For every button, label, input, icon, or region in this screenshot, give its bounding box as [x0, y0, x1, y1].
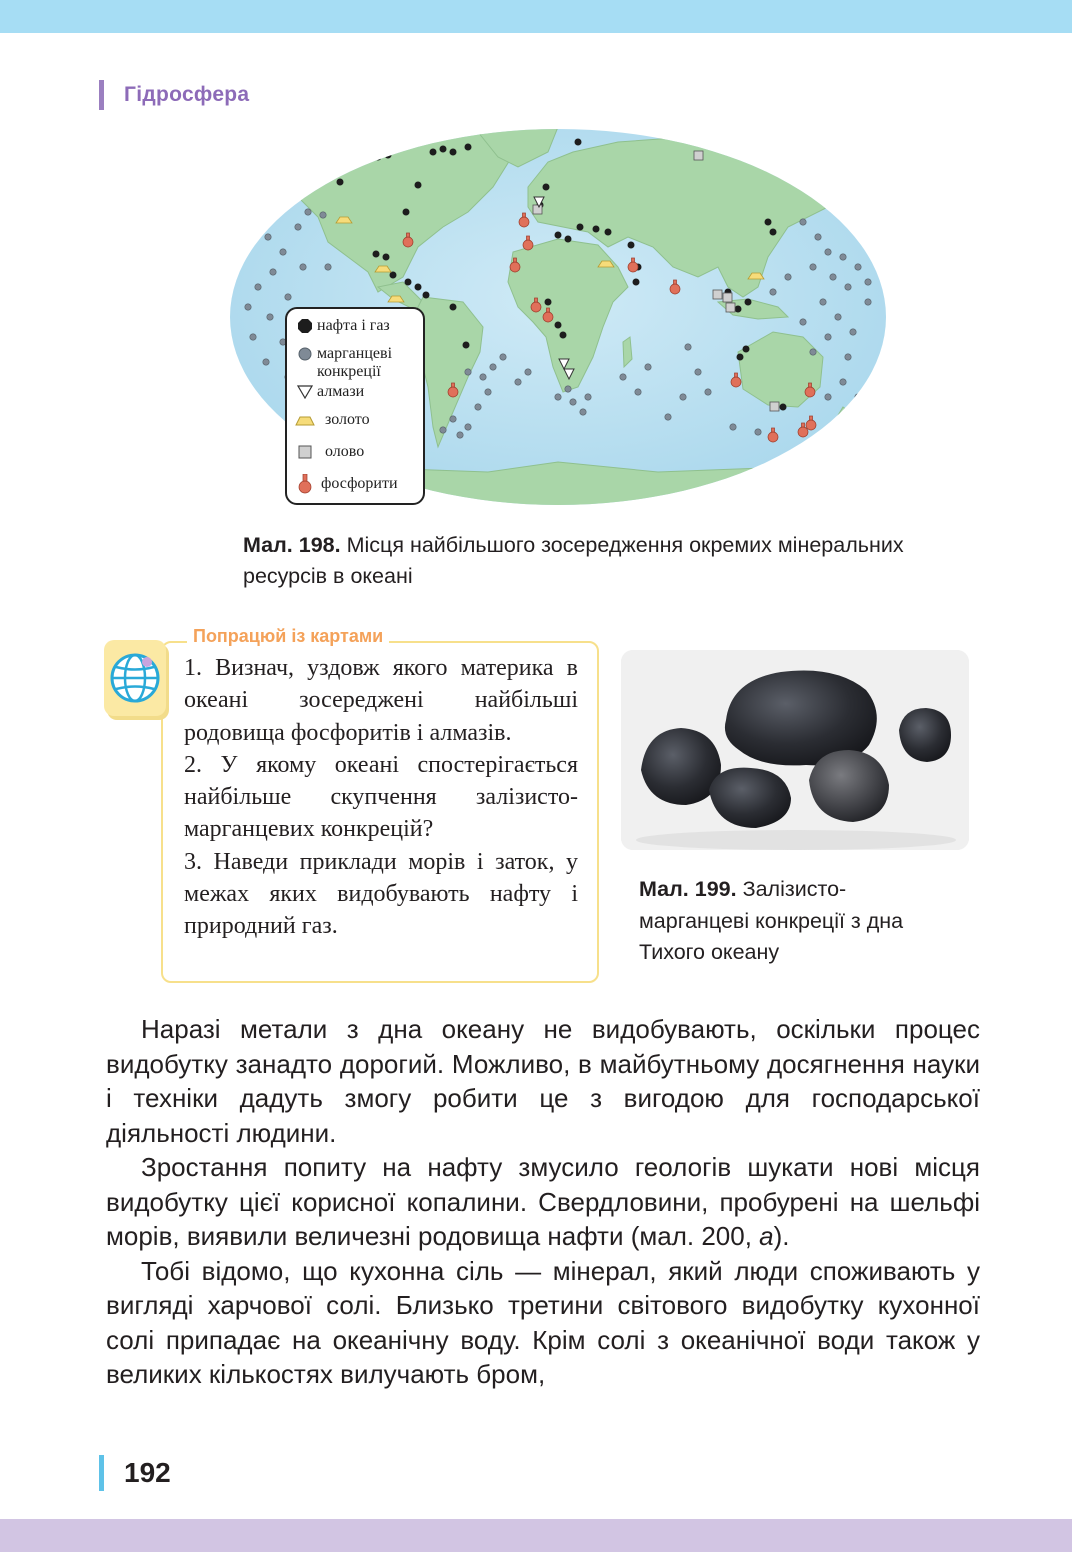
legend-label: нафта і газ	[317, 317, 390, 334]
section-header	[99, 80, 249, 110]
task-item: 3. Наведи приклади морів і заток, у межах яких видобувають нафту і природний газ.	[184, 848, 578, 940]
legend-label: золото	[325, 411, 370, 428]
section-accent-bar	[99, 80, 104, 110]
task-icon-box	[104, 640, 166, 716]
globe-icon	[109, 652, 161, 704]
figure-199-label: Мал. 199.	[639, 877, 737, 901]
paragraph: Наразі метали з дна океану не видобувають, оскільки процес видобутку занадто дорогий. Можливо, в майбутньому досягнення науки і техніки дадуть змогу робити це з вигодою для господарської діяльності людини.	[106, 1014, 980, 1148]
paragraph-text: Зростання попиту на нафту змусило геологів шукати нові місця видобутку цієї корисної копалини. Свердловини, пробурені на шельфі морів, виявили величезні родовища нафти (мал. 200,	[106, 1152, 980, 1251]
legend-label: марганцеві конкреції	[317, 345, 393, 380]
legend-label: фосфорити	[321, 475, 398, 492]
task-box-title: Попрацюй із картами	[187, 626, 389, 647]
figure-198-caption	[243, 530, 943, 592]
page-accent-bar	[99, 1455, 104, 1491]
paragraph-text-end: ).	[773, 1221, 790, 1251]
paragraph	[106, 1150, 980, 1254]
page-number-block	[99, 1455, 171, 1491]
oil-gas-icon	[293, 315, 317, 337]
manganese-nodules-image	[621, 650, 969, 850]
map-legend	[285, 307, 425, 505]
task-item: 1. Визнач, уздовж якого материка в океані зосереджені найбільші родовища фосфоритів і алмазів.	[184, 655, 578, 746]
legend-item-oil-gas	[293, 315, 390, 337]
legend-item-phosphorites	[293, 473, 398, 495]
legend-label: олово	[325, 443, 365, 460]
figure-198-caption-text: Місця найбільшого зосередження окремих мінеральних ресурсів в океані	[243, 533, 904, 588]
task-list	[184, 652, 578, 943]
legend-item-manganese	[293, 343, 413, 381]
top-color-band	[0, 0, 1072, 33]
section-title: Гідросфера	[124, 83, 250, 106]
figure-198-label: Мал. 198.	[243, 533, 341, 557]
legend-item-diamonds	[293, 381, 364, 403]
figure-199-caption	[639, 874, 939, 969]
gold-bar-icon	[293, 409, 317, 431]
tin-square-icon	[293, 441, 317, 463]
figure-199-caption-text: Залізисто-марганцеві конкреції з дна Тихого океану	[639, 877, 904, 964]
body-text	[106, 1012, 980, 1392]
page-number: 192	[124, 1457, 171, 1488]
legend-item-tin	[293, 441, 364, 463]
nodules-photo	[621, 650, 969, 850]
diamond-triangle-icon	[293, 381, 317, 403]
legend-label: алмази	[317, 383, 365, 400]
legend-item-gold	[293, 409, 370, 431]
paragraph: Тобі відомо, що кухонна сіль — мінерал, який люди споживають у вигляді харчової солі. Близько третини світового видобутку кухонної солі припадає на океанічну воду. Крім солі з океанічної води також у великих кількостях вилучають бром,	[106, 1255, 980, 1389]
figure-ref-letter: а	[759, 1221, 774, 1251]
phosphorite-flask-icon	[293, 473, 317, 495]
manganese-nodule-icon	[293, 343, 317, 365]
task-item: 2. У якому океані спостерігається найбільше скупчення залізисто-марганцевих конкрецій?	[184, 751, 578, 843]
bottom-color-band	[0, 1519, 1072, 1552]
